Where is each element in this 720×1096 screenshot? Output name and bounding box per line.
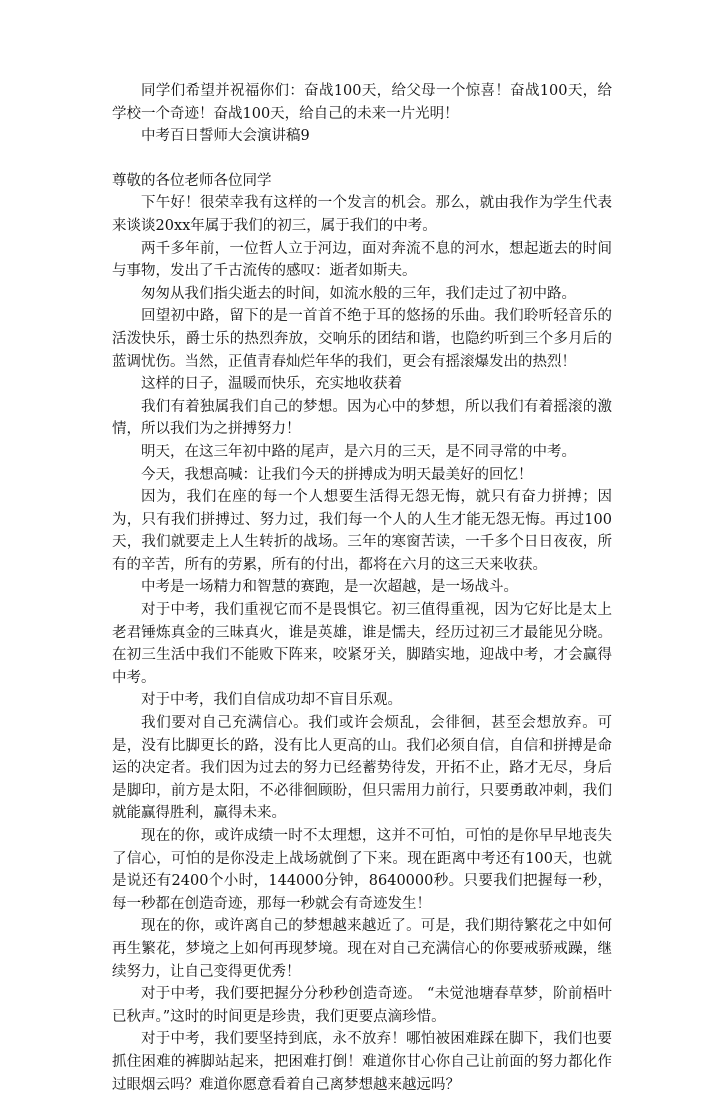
paragraph: 我们要对自己充满信心。我们或许会烦乱，会徘徊，甚至会想放弃。可是，没有比脚更长的路，没有比人更高的山。我们必须自信，自信和拼搏是命运的决定者。我们因为过去的努力已经蓄势待发，开拓不止，路才无尽，身后是脚印，前方是太阳，不必徘徊顾盼，但只需用力前行，只要勇敢冲刺，我们就能赢得胜利，赢得未来。: [112, 715, 612, 822]
paragraph: 两千多年前，一位哲人立于河边，面对奔流不息的河水，想起逝去的时间与事物，发出了千古流传的感叹：逝者如斯夫。: [112, 240, 612, 280]
paragraph: 现在的你，或许成绩一时不太理想，这并不可怕，可怕的是你早早地丧失了信心，可怕的是你没走上战场就倒了下来。现在距离中考还有100天，也就是说还有2400个小时，144000分钟，8640000秒。只要我们把握每一秒，每一秒都在创造奇迹，那每一秒就会有奇迹发生！: [112, 828, 612, 912]
speech-title: 中考百日誓师大会演讲稿9: [141, 128, 310, 145]
paragraph: 对于中考，我们重视它而不是畏惧它。初三值得重视，因为它好比是太上老君锤炼真金的三昧真火，谁是英雄，谁是懦夫，经历过初三才最能见分晓。在初三生活中我们不能败下阵来，咬紧牙关，脚踏实地，迎战中考，才会赢得中考。: [112, 602, 612, 686]
paragraph: 我们有着独属我们自己的梦想。因为心中的梦想，所以我们有着摇滚的激情，所以我们为之拼搏努力！: [112, 398, 612, 438]
paragraph: 中考是一场精力和智慧的赛跑，是一次超越，是一场战斗。: [141, 579, 518, 596]
paragraph: 因为，我们在座的每一个人想要生活得无怨无悔，就只有奋力拼搏；因为，只有我们拼搏过、努力过，我们每一个人的人生才能无怨无悔。再过100天，我们就要走上人生转折的战场。三年的寒窗苦读，一千多个日日夜夜，所有的辛苦，所有的劳累，所有的付出，都将在六月的这三天来收获。: [112, 489, 612, 573]
paragraph: 匆匆从我们指尖逝去的时间，如流水般的三年，我们走过了初中路。: [141, 285, 576, 302]
speech-body: [112, 80, 612, 1096]
closing-wishes: 同学们希望并祝福你们：奋战100天，给父母一个惊喜！奋战100天，给学校一个奇迹！奋战100天，给自己的未来一片光明！: [112, 83, 612, 122]
paragraph: 明天，在这三年初中路的尾声，是六月的三天，是不同寻常的中考。: [141, 443, 576, 460]
paragraph: 对于中考，我们自信成功却不盲目乐观。: [141, 692, 402, 709]
paragraph: 对于中考，我们要坚持到底，永不放弃！哪怕被困难踩在脚下，我们也要抓住困难的裤脚站起来，把困难打倒！难道你甘心你自己让前面的努力都化作过眼烟云吗？难道你愿意看着自己离梦想越来越远吗？: [112, 1031, 612, 1093]
paragraph: 回望初中路，留下的是一首首不绝于耳的悠扬的乐曲。我们聆听轻音乐的活泼快乐，爵士乐的热烈奔放，交响乐的团结和谐，也隐约听到三个多月后的蓝调忧伤。当然，正值青春灿烂年华的我们，更会有摇滚爆发出的热烈！: [112, 308, 612, 370]
paragraph: 对于中考，我们要把握分分秒秒创造奇迹。 “未觉池塘春草梦，阶前梧叶已秋声。”这时的时间更是珍贵，我们更要点滴珍惜。: [112, 986, 612, 1025]
spacer: [112, 148, 612, 170]
paragraph: 现在的你，或许离自己的梦想越来越近了。可是，我们期待繁花之中如何再生繁花，梦境之上如何再现梦境。现在对自己充满信心的你要戒骄戒躁，继续努力，让自己变得更优秀！: [112, 918, 612, 980]
paragraph: 今天，我想高喊：让我们今天的拼搏成为明天最美好的回忆！: [141, 466, 533, 483]
paragraph: 下午好！很荣幸我有这样的一个发言的机会。那么，就由我作为学生代表来谈谈20xx年属于我们的初三，属于我们的中考。: [112, 195, 612, 234]
salutation: 尊敬的各位老师各位同学: [112, 172, 272, 189]
paragraph: 这样的日子，温暖而快乐，充实地收获着: [141, 376, 402, 393]
